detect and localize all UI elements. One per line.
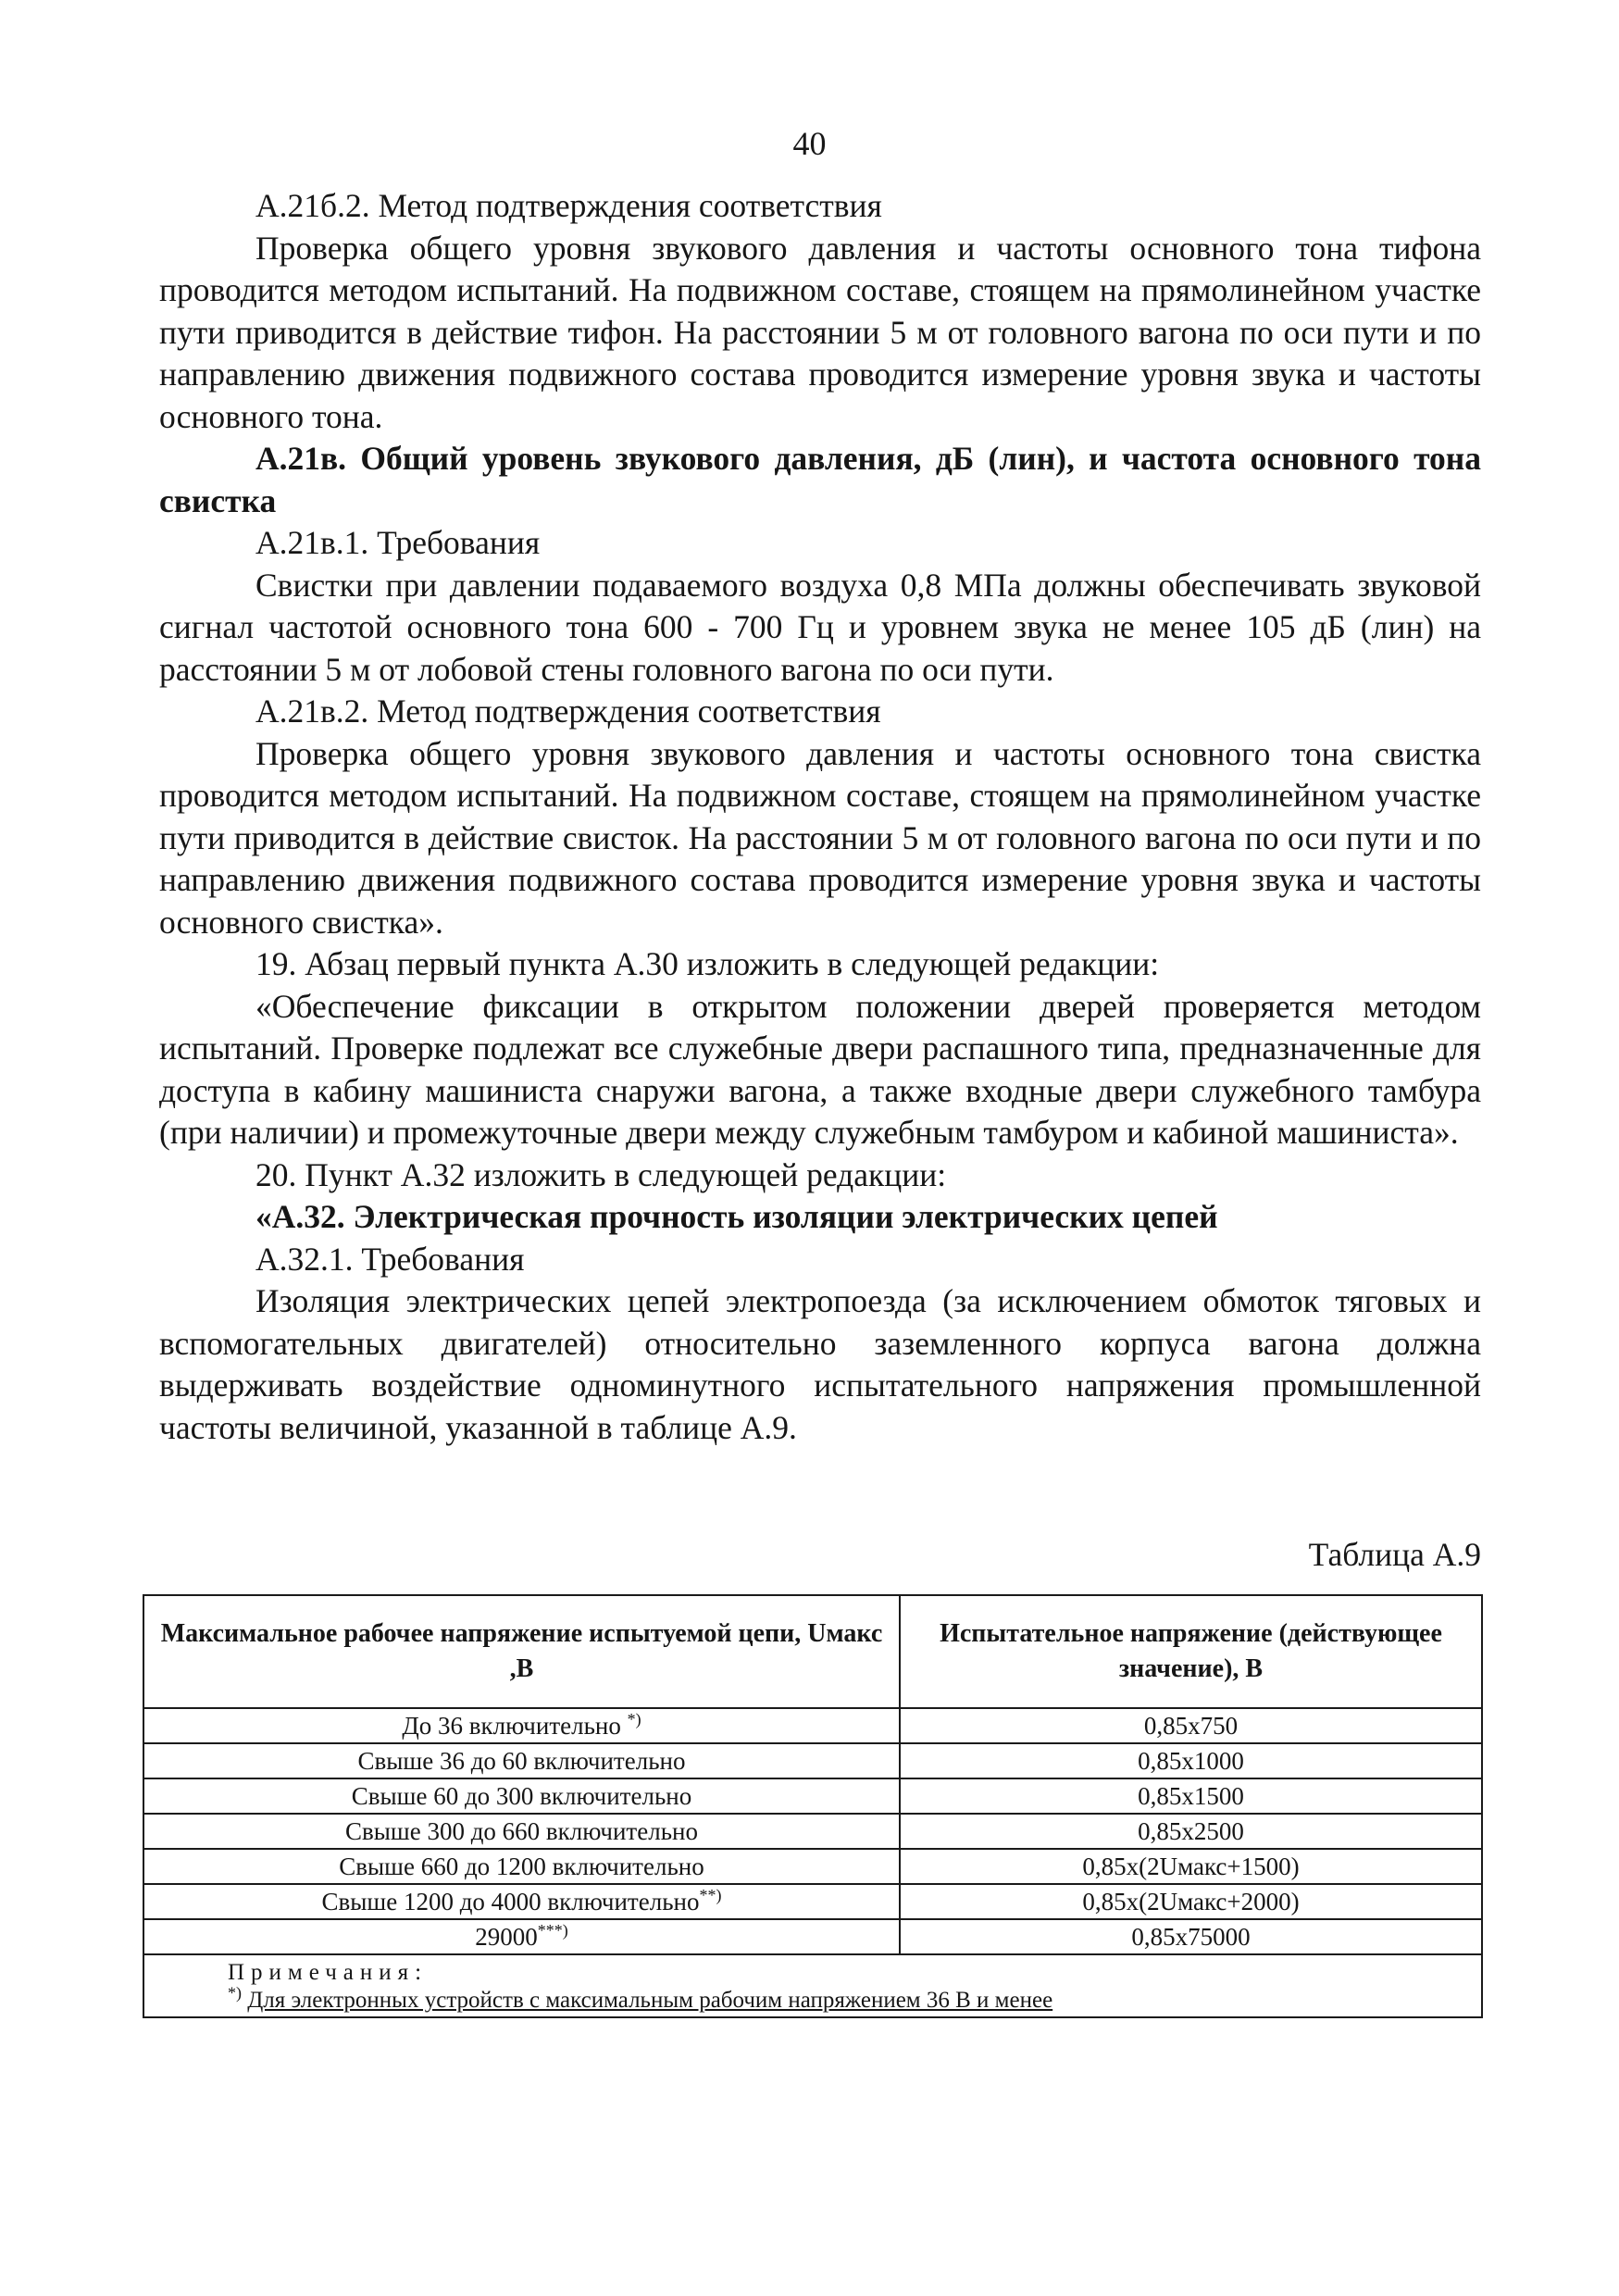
table-row bbox=[143, 1743, 1482, 1778]
paragraph: Проверка общего уровня звукового давления и частоты основного тона свистка проводится методом испытаний. На подвижном составе, стоящем на прямолинейном участке пути приводится в действие свисток. На расстоянии 5 м от головного вагона по оси пути и по направлению движения подвижного состава проводится измерение уровня звука и частоты основного свистка». bbox=[159, 734, 1481, 941]
table-caption: Таблица А.9 bbox=[1308, 1536, 1481, 1573]
section-heading: А.21в. Общий уровень звукового давления, дБ (лин), и частота основного тона свистка bbox=[159, 440, 1481, 519]
paragraph: А.21в.2. Метод подтверждения соответствия bbox=[255, 693, 881, 730]
table-cell: Свыше 660 до 1200 включительно bbox=[143, 1849, 900, 1884]
table-note-row bbox=[143, 1954, 1482, 2017]
paragraph: Изоляция электрических цепей электропоезда (за исключением обмоток тяговых и вспомогательных двигателей) относительно заземленного корпуса вагона должна выдерживать воздействие одноминутного испытательного напряжения промышленной частоты величиной, указанной в таблице А.9. bbox=[159, 1282, 1481, 1446]
voltage-table bbox=[143, 1594, 1483, 2018]
table-cell: Свыше 60 до 300 включительно bbox=[143, 1778, 900, 1814]
note-heading: Примечания: bbox=[228, 1960, 429, 1985]
table-header-row bbox=[143, 1595, 1482, 1708]
column-header: Испытательное напряжение (действующее значение), В bbox=[900, 1595, 1482, 1708]
table-cell: 0,85х1500 bbox=[900, 1778, 1482, 1814]
table-cell: 0,85х(2Uмакс+1500) bbox=[900, 1849, 1482, 1884]
footnote-mark: *) bbox=[627, 1710, 641, 1728]
column-header: Максимальное рабочее напряжение испытуемой цепи, Uмакс ,В bbox=[143, 1595, 900, 1708]
table-row bbox=[143, 1884, 1482, 1919]
body-text bbox=[159, 185, 1481, 1449]
table-cell: 0,85х1000 bbox=[900, 1743, 1482, 1778]
table-row bbox=[143, 1919, 1482, 1954]
paragraph: 20. Пункт А.32 изложить в следующей редакции: bbox=[255, 1155, 947, 1193]
paragraph: Проверка общего уровня звукового давления и частоты основного тона тифона проводится методом испытаний. На подвижном составе, стоящем на прямолинейном участке пути приводится в действие тифон. На расстоянии 5 м от головного вагона по оси пути и по направлению движения подвижного состава проводится измерение уровня звука и частоты основного тона. bbox=[159, 229, 1481, 435]
footnote-mark: ***) bbox=[537, 1921, 568, 1940]
paragraph: А.21в.1. Требования bbox=[255, 524, 541, 561]
page-number: 40 bbox=[792, 125, 827, 162]
footnote-mark: *) bbox=[228, 1983, 242, 2003]
table-cell: 0,85х750 bbox=[900, 1708, 1482, 1743]
note-text: Для электронных устройств с максимальным рабочим напряжением 36 В и менее bbox=[247, 1988, 1053, 2013]
section-heading: «А.32. Электрическая прочность изоляции электрических цепей bbox=[255, 1198, 1218, 1235]
table-row bbox=[143, 1778, 1482, 1814]
table-cell: Свыше 1200 до 4000 включительно**) bbox=[143, 1884, 900, 1919]
paragraph: «Обеспечение фиксации в открытом положении дверей проверяется методом испытаний. Проверке подлежат все служебные двери распашного типа, предназначенные для доступа в кабину машиниста снаружи вагона, а также входные двери служебного тамбура (при наличии) и промежуточные двери между служебным тамбуром и кабиной машиниста». bbox=[159, 987, 1481, 1151]
table-cell: До 36 включительно *) bbox=[143, 1708, 900, 1743]
table-cell: 29000***) bbox=[143, 1919, 900, 1954]
table-note bbox=[143, 1954, 1482, 2017]
table-row bbox=[143, 1814, 1482, 1849]
paragraph: 19. Абзац первый пункта А.30 изложить в следующей редакции: bbox=[255, 945, 1160, 982]
table-row bbox=[143, 1849, 1482, 1884]
table-row bbox=[143, 1708, 1482, 1743]
paragraph: А.32.1. Требования bbox=[255, 1240, 525, 1278]
table-cell: 0,85х(2Uмакс+2000) bbox=[900, 1884, 1482, 1919]
table-cell: 0,85х2500 bbox=[900, 1814, 1482, 1849]
table-cell: Свыше 300 до 660 включительно bbox=[143, 1814, 900, 1849]
table-cell: 0,85х75000 bbox=[900, 1919, 1482, 1954]
footnote-mark: **) bbox=[699, 1886, 722, 1904]
paragraph: А.21б.2. Метод подтверждения соответствия bbox=[255, 187, 882, 224]
table-cell: Свыше 36 до 60 включительно bbox=[143, 1743, 900, 1778]
paragraph: Свистки при давлении подаваемого воздуха 0,8 МПа должны обеспечивать звуковой сигнал частотой основного тона 600 - 700 Гц и уровнем звука не менее 105 дБ (лин) на расстоянии 5 м от лобовой стены головного вагона по оси пути. bbox=[159, 566, 1481, 688]
